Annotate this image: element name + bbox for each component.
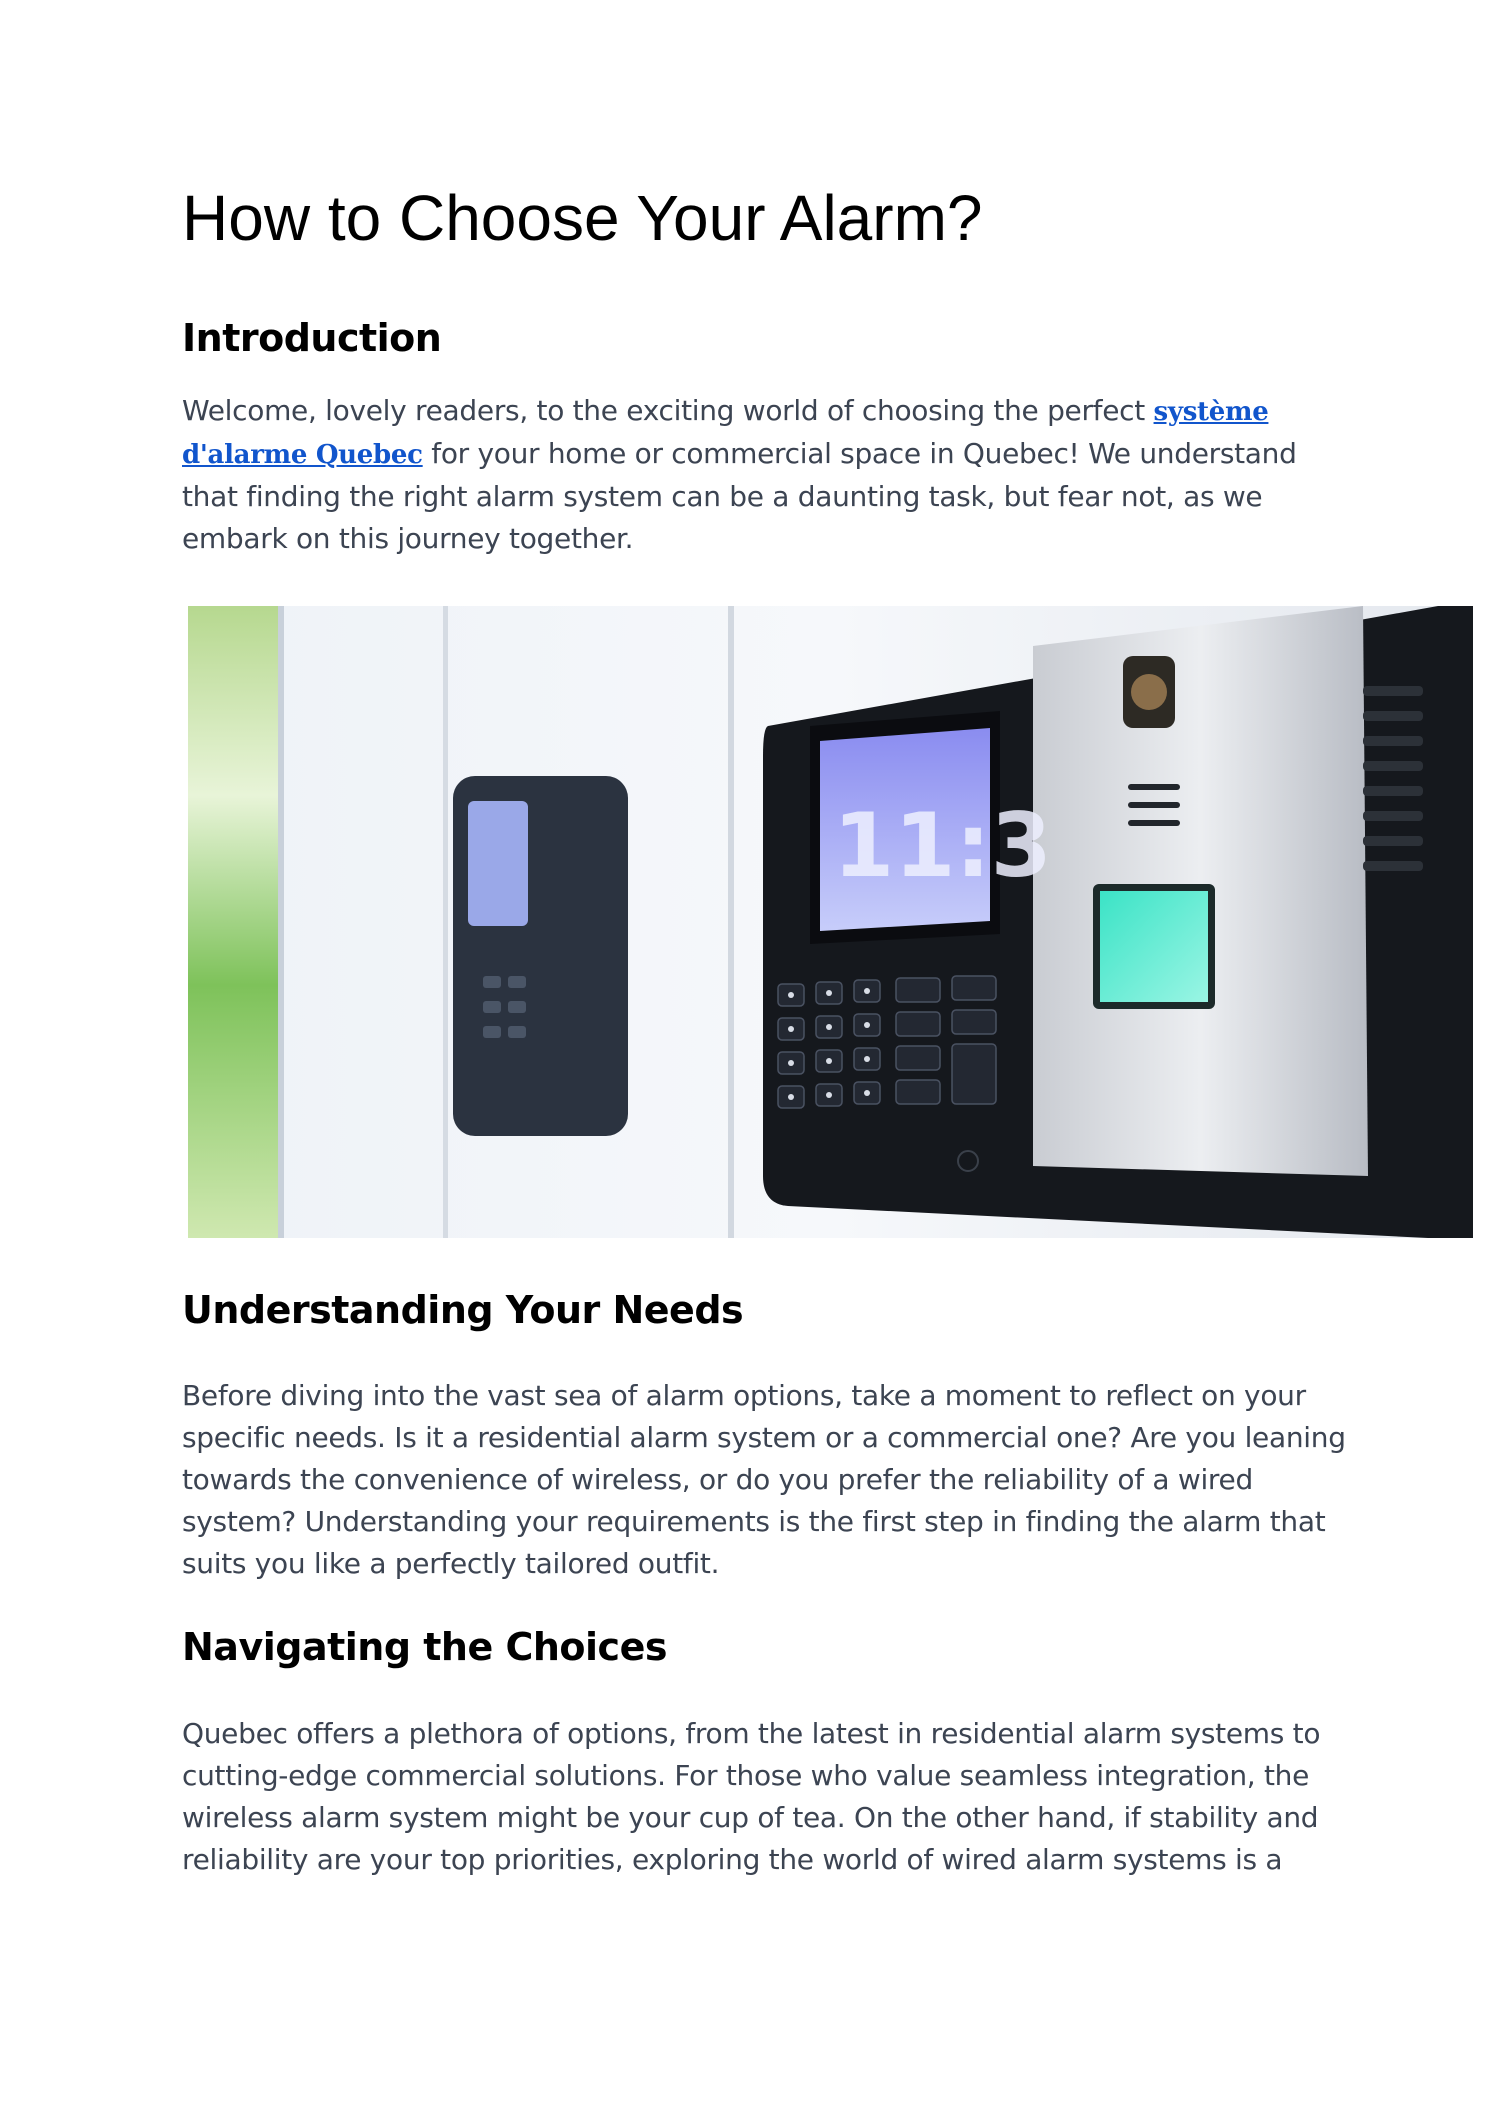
section-heading-introduction: Introduction xyxy=(182,316,442,360)
alarm-system-link[interactable]: système d'alarme Quebec xyxy=(182,397,1269,470)
page-title: How to Choose Your Alarm? xyxy=(182,182,983,254)
navigating-choices-paragraph: Quebec offers a plethora of options, from the latest in residential alarm systems to cutting-edge commercial solutions. For those who value seamless integration, the wireless alarm system might be your cup of tea. On the other hand, if stability and reliability are your top priorities, exploring the world of wired alarm systems is a xyxy=(182,1717,1321,1876)
screen-clock-text: 11:3 xyxy=(833,794,1052,897)
section-heading-understanding-needs: Understanding Your Needs xyxy=(182,1288,744,1332)
understanding-needs-paragraph: Before diving into the vast sea of alarm options, take a moment to reflect on your specific needs. Is it a residential alarm system or a commercial one? Are you leaning towards the convenience of wireless, or do you prefer the reliability of a wired system? Understanding your requirements is the first step in finding the alarm that suits you like a perfectly tailored outfit. xyxy=(182,1379,1346,1580)
alarm-keypad-photo xyxy=(188,606,1473,1238)
intro-text-start: Welcome, lovely readers, to the exciting world of choosing the perfect xyxy=(182,394,1154,427)
intro-paragraph xyxy=(182,390,1352,560)
section-heading-navigating-choices: Navigating the Choices xyxy=(182,1625,667,1669)
intro-text-end: for your home or commercial space in Quebec! We understand that finding the right alarm system can be a daunting task, but fear not, as we embark on this journey together. xyxy=(182,437,1297,555)
hero-image xyxy=(188,606,1473,1238)
